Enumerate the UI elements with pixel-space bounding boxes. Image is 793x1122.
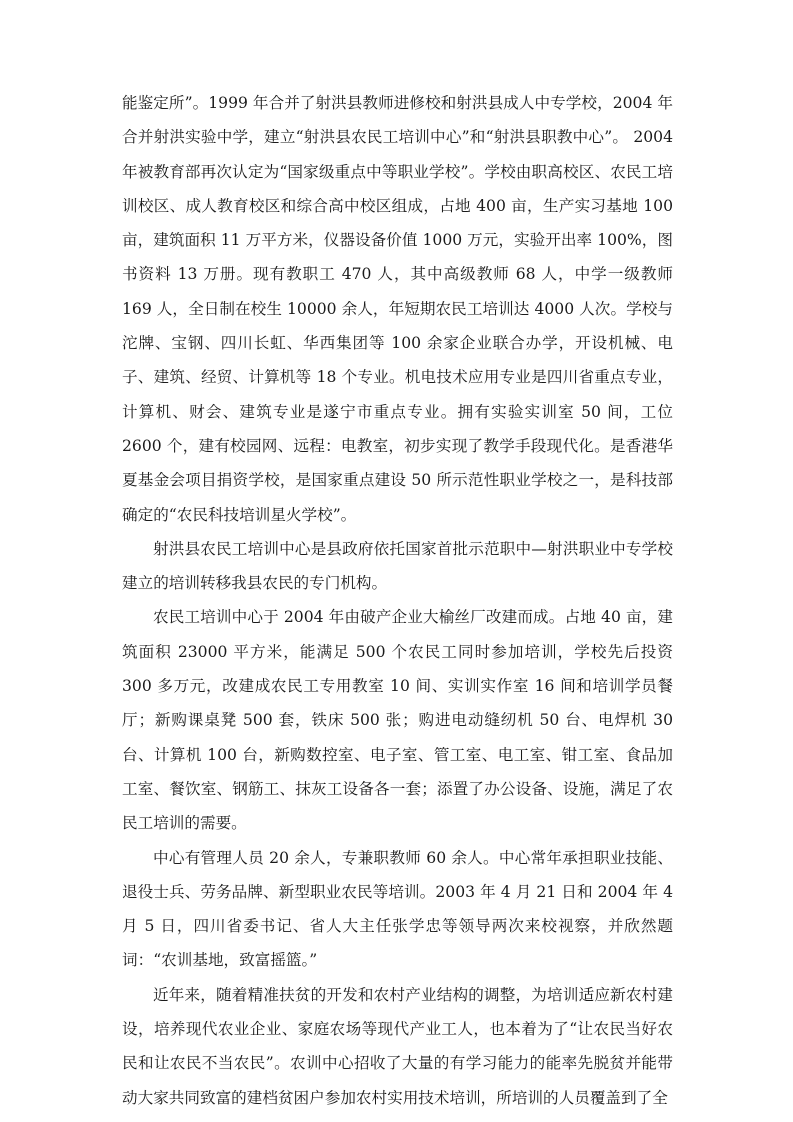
body-text [122,86,673,1115]
paragraph-4: 中心有管理人员 20 余人，专兼职教师 60 余人。中心常年承担职业技能、退役士兵、劳务品牌、新型职业农民等培训。2003 年 4 月 21 日和 2004 年 4 月 5 日，四川省委书记、省人大主任张学忠等领导两次来校视察，并欣然题词：“农训基地，致富摇篮。” [122,848,673,970]
paragraph-5: 近年来，随着精准扶贫的开发和农村产业结构的调整，为培训适应新农村建设，培养现代农业企业、家庭农场等现代产业工人，也本着为了“让农民当好农民和让农民不当农民”。农训中心招收了大量的有学习能力的能率先脱贫并能带动大家共同致富的建档贫困户参加农村实用技术培训，所培训的人员覆盖到了全 [122,985,673,1107]
paragraph-3: 农民工培训中心于 2004 年由破产企业大榆丝厂改建而成。占地 40 亩，建筑面积 23000 平方米，能满足 500 个农民工同时参加培训，学校先后投资 300 多万元，改建成农民工专用教室 10 间、实训实作室 16 间和培训学员餐厅；新购课桌凳 500 套，铁床 500 张；购进电动缝纫机 50 台、电焊机 30 台、计算机 100 台，新购数控室、电子室、管工室、电工室、钳工室、食品加工室、餐饮室、钢筋工、抹灰工设备各一套；添置了办公设备、设施，满足了农民工培训的需要。 [122,608,673,833]
paragraph-1: 能鉴定所”。1999 年合并了射洪县教师进修校和射洪县成人中专学校，2004 年合并射洪实验中学，建立“射洪县农民工培训中心”和“射洪县职教中心”。 2004 年被教育部再次认定为“国家级重点中等职业学校”。学校由职高校区、农民工培训校区、成人教育校区和综合高中校区组成，占地 400 亩，生产实习基地 100 亩，建筑面积 11 万平方米，仪器设备价值 1000 万元，实验开出率 100%，图书资料 13 万册。现有教职工 470 人，其中高级教师 68 人，中学一级教师 169 人，全日制在校生 10000 余人，年短期农民工培训达 4000 人次。学校与沱牌、宝钢、四川长虹、华西集团等 100 余家企业联合办学，开设机械、电子、建筑、经贸、计算机等 18 个专业。机电技术应用专业是四川省重点专业，计算机、财会、建筑专业是遂宁市重点专业。拥有实验实训室 50 间，工位 2600 个，建有校园网、远程：电教室，初步实现了教学手段现代化。是香港华夏基金会项目捐资学校，是国家重点建设 50 所示范性职业学校之一，是科技部确定的“农民科技培训星火学校”。 [122,94,673,524]
paragraph-2: 射洪县农民工培训中心是县政府依托国家首批示范职中—射洪职业中专学校建立的培训转移我县农民的专门机构。 [122,539,673,593]
